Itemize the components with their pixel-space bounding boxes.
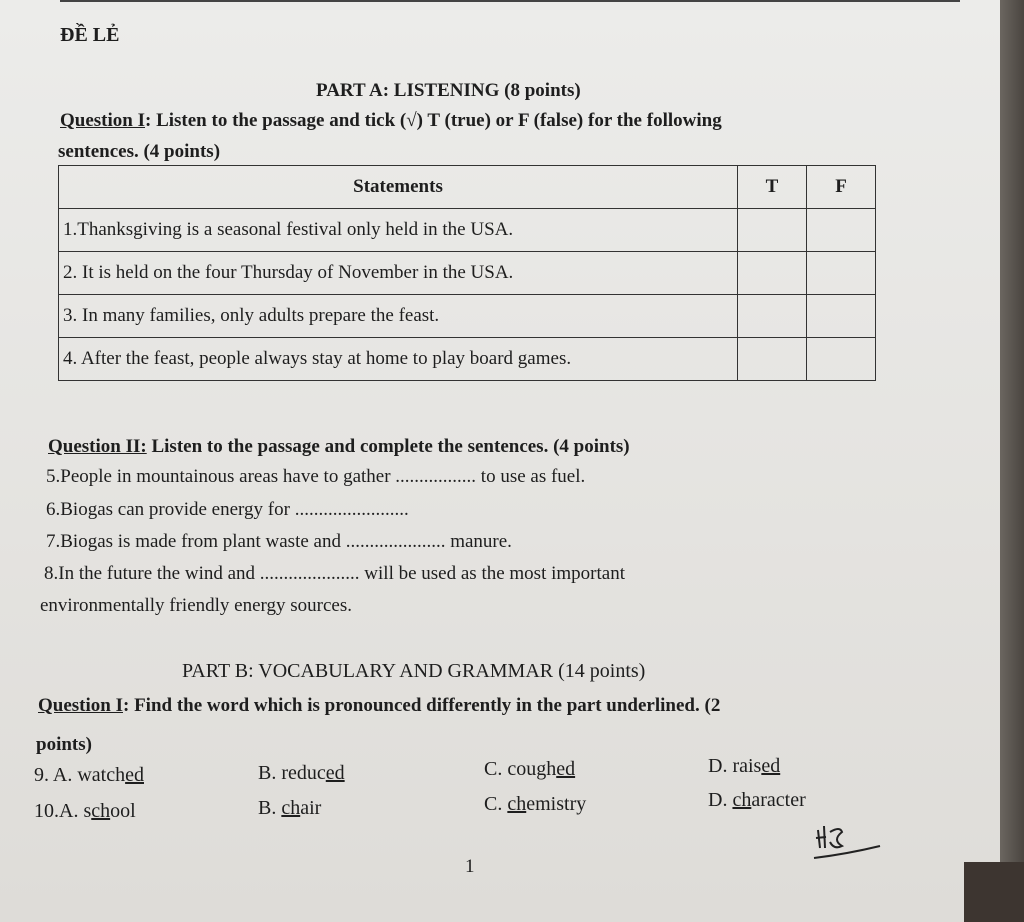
sentence-7: 7.Biogas is made from plant waste and ..................... manure.: [46, 531, 512, 552]
sentence-8: 8.In the future the wind and ..................... will be used as the most important: [44, 563, 625, 584]
part-a-q1-instruction: [60, 110, 722, 132]
top-rule: [60, 0, 960, 2]
part-b-q1-instruction-cont: points): [36, 734, 92, 755]
statements-table: [58, 165, 876, 381]
background-edge: [1000, 0, 1024, 922]
statement-4: 4. After the feast, people always stay at home to play board games.: [59, 338, 738, 381]
part-a-q1-text: : Listen to the passage and tick (√) T (true) or F (false) for the following: [145, 110, 722, 131]
header-statements: Statements: [59, 166, 738, 209]
handwritten-mark: [812, 818, 884, 870]
sentence-8-cont: environmentally friendly energy sources.: [40, 595, 352, 616]
sentence-5: 5.People in mountainous areas have to gather ................. to use as fuel.: [46, 466, 586, 487]
part-b-q1-label: Question I: [38, 695, 123, 716]
table-row: [59, 295, 876, 338]
q10-option-d: D. character: [708, 789, 806, 811]
part-b-title: PART B: VOCABULARY AND GRAMMAR (14 points): [182, 660, 646, 682]
part-a-q1-instruction-cont: sentences. (4 points): [58, 141, 221, 162]
table-row: [59, 252, 876, 295]
part-a-title: PART A: LISTENING (8 points): [316, 80, 581, 101]
statement-1: 1.Thanksgiving is a seasonal festival only held in the USA.: [59, 209, 738, 252]
part-a-q2-text: Listen to the passage and complete the sentences. (4 points): [146, 436, 630, 457]
header-false: F: [807, 166, 876, 209]
tick-false-2[interactable]: [807, 252, 876, 295]
background-corner: [964, 862, 1024, 922]
q10-option-c: C. chemistry: [484, 793, 587, 815]
statement-3: 3. In many families, only adults prepare the feast.: [59, 295, 738, 338]
tick-true-3[interactable]: [738, 295, 807, 338]
header-true: T: [738, 166, 807, 209]
table-row: [59, 338, 876, 381]
tick-true-2[interactable]: [738, 252, 807, 295]
part-b-q1-text: : Find the word which is pronounced differently in the part underlined. (2: [123, 695, 721, 716]
q9-option-a: 9. A. watched: [34, 764, 144, 786]
part-a-q1-label: Question I: [60, 110, 145, 131]
part-a-q2-label: Question II:: [48, 436, 147, 457]
part-a-q2-instruction: [48, 436, 630, 458]
q9-option-b: B. reduced: [258, 762, 345, 784]
page-number: 1: [465, 856, 475, 877]
tick-false-1[interactable]: [807, 209, 876, 252]
statement-2: 2. It is held on the four Thursday of November in the USA.: [59, 252, 738, 295]
sentence-6: 6.Biogas can provide energy for ........................: [46, 499, 409, 520]
q10-option-a: 10.A. school: [34, 800, 136, 822]
q10-option-b: B. chair: [258, 797, 322, 819]
tick-true-4[interactable]: [738, 338, 807, 381]
tick-true-1[interactable]: [738, 209, 807, 252]
q9-option-c: C. coughed: [484, 758, 576, 780]
tick-false-4[interactable]: [807, 338, 876, 381]
part-b-q1-instruction: [38, 695, 720, 717]
exam-heading: ĐỀ LẺ: [60, 24, 120, 46]
table-header-row: [59, 166, 876, 209]
tick-false-3[interactable]: [807, 295, 876, 338]
q9-option-d: D. raised: [708, 755, 781, 777]
table-row: [59, 209, 876, 252]
